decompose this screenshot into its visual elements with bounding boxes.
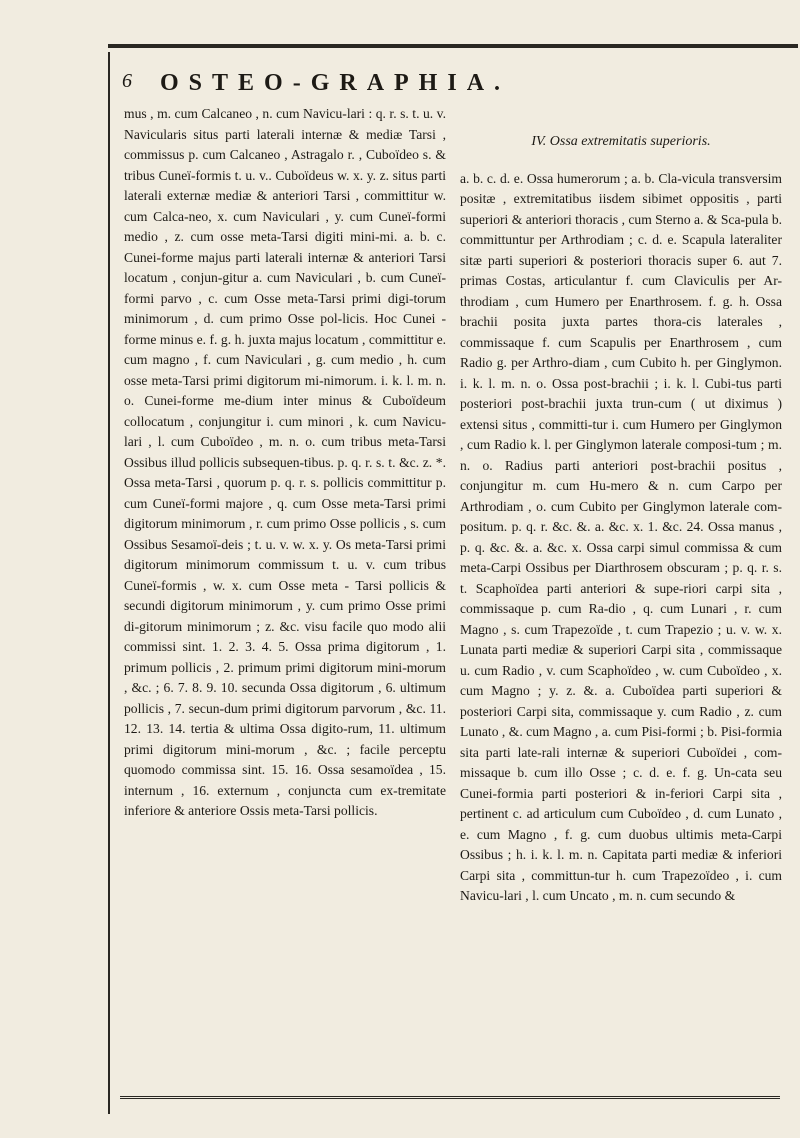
page-title: OSTEO-GRAPHIA. [160, 70, 511, 96]
right-column [460, 104, 782, 907]
running-head [122, 70, 782, 100]
right-column-text: a. b. c. d. e. Ossa humerorum ; a. b. Cla-vicula transversim positæ , extremitatibus iisdem sibimet oppositis , parti superiori & anteriori thoracis , cum Sterno a. & Sca-pula b. committuntur per Arthrodiam ; c. d. e. Scapula lateraliter sitæ parti superiori & posteriori thoracis super 6. aut 7. primas Costas, articulantur f. cum Claviculis per Ar-throdiam , cum Humero per Enarthrosem. f. g. h. Ossa brachii posita juxta partes thora-cis laterales , commissaque f. cum Scapulis per Enarthrosem , cum Radio g. per Arthro-diam , cum Cubito h. per Ginglymon. i. k. l. m. n. o. Ossa post-brachii ; i. k. l. Cubi-tus parti posteriori post-brachii juxta trun-cum ( ut diximus ) extensi situs , committi-tur i. cum Humero per Ginglymon , cum Radio k. l. per Ginglymon laterale composi-tum ; m. n. o. Radius parti anteriori post-brachii positus , conjungitur m. cum Hu-mero & n. cum Carpo per Arthrodiam , o. cum Cubito per Ginglymon laterale com-positum. p. q. r. &c. &. a. &c. x. 1. &c. 24. Ossa manus , p. q. &c. &. a. &c. x. Ossa carpi simul commissa & cum meta-Carpi Ossibus per Diarthrosem obscuram ; p. q. r. s. t. Scaphoïdea parti anteriori & supe-riori carpi sita , commissaque p. cum Ra-dio , q. cum Lunari , r. cum Magno , s. cum Trapezoïde , t. cum Trapezio ; u. v. w. x. Lunata parti mediæ & superiori Carpi sita , commissaque u. cum Radio , v. cum Scaphoïdeo , w. cum Cuboïdeo , x. cum Magno ; y. z. &. a. Cuboïdea parti superiori & posteriori Carpi sita, commissaque y. cum Radio , z. cum Lunato , &. cum Magno , a. cum Pisi-formi ; b. Pisi-formia sita parti late-rali internæ & superiori Cuboïdei , com-missaque b. cum illo Osse ; c. d. e. f. g. Un-cata seu Cunei-formia parti posteriori & in-feriori Carpi sita , pertinent c. ad articulum cum Cuboïdeo , d. cum Lunato , e. cum Magno , f. g. cum duobus ultimis meta-Carpi Ossibus ; h. i. k. l. m. n. Capitata parti mediæ & inferiori Carpi sita , committun-tur h. cum Trapezoïdeo , i. cum Navicu-lari , l. cum Uncato , m. n. cum secundo & [460, 170, 783, 903]
left-column-text: mus , m. cum Calcaneo , n. cum Navicu-lari : q. r. s. t. u. v. Navicularis situs parti laterali internæ & mediæ Tarsi , commissus p. cum Calcaneo , Astragalo r. , Cuboïdeo s. & tribus Cuneï-formis t. u. v.. Cuboïdeus w. x. y. z. situs parti laterali externæ mediæ & anteriori Tarsi , committitur w. cum Calca-neo, x. cum Naviculari , y. cum Cuneï-formi medio , z. cum osse meta-Tarsi digiti mini-mi. a. b. c. Cunei-forme majus parti laterali internæ & anteriori Tarsi locatum , conjun-gitur a. cum Naviculari , b. cum Cuneï-formi parvo , c. cum Osse meta-Tarsi primi digi-torum minimorum , d. cum primo Osse pol-licis. Hoc Cunei - forme minus e. f. g. h. juxta majus locatum , committitur e. cum magno , f. cum Naviculari , g. cum medio , h. cum osse meta-Tarsi primi digitorum mi-nimorum. i. k. l. m. n. o. Cunei-forme me-dium inter minus & Cuboïdeum collocatum , conjungitur i. cum minori , k. cum Navicu-lari , l. cum Cuboïdeo , m. n. o. cum tribus meta-Tarsi Ossibus illud pollicis subsequen-tibus. p. q. r. s. t. &c. z. *. Ossa meta-Tarsi , quorum p. q. r. s. pollicis committitur p. cum Cuneï-formi majore , q. cum Osse meta-Tarsi primi digitorum minimorum , r. cum primo Osse pollicis , s. cum Ossibus Sesamoï-deis ; t. u. v. w. x. y. Os meta-Tarsi primi digitorum minimorum commissum t. u. v. cum tribus Cuneï-formis , w. x. cum Osse meta - Tarsi pollicis & secundi digitorum minimorum , y. cum primo Osse primi di-gitorum minimorum ; z. &c. visu facile quo modo alii commissi sint. 1. 2. 3. 4. 5. Ossa prima digitorum , 1. primum pollicis , 2. primum primi digitorum mini-morum , &c. ; 6. 7. 8. 9. 10. secunda Ossa digitorum , 6. ultimum pollicis , 7. secun-dum primi digitorum parvorum , &c. 11. 12. 13. 14. tertia & ultima Ossa digito-rum, 11. ultimum primi digitorum mini-morum , &c. ; facile perceptu quomodo commissa sint. 15. 16. Ossa sesamoïdea , 15. internum , 16. externum , conjuncta cum ex-tremitate inferiore & anteriore Ossis meta-Tarsi pollicis. [124, 106, 446, 818]
top-rule [108, 44, 798, 48]
left-column [124, 104, 446, 822]
page-number: 6 [122, 70, 132, 92]
bottom-rule [120, 1086, 780, 1099]
section-heading: IV. Ossa extremitatis superioris. [531, 134, 711, 149]
